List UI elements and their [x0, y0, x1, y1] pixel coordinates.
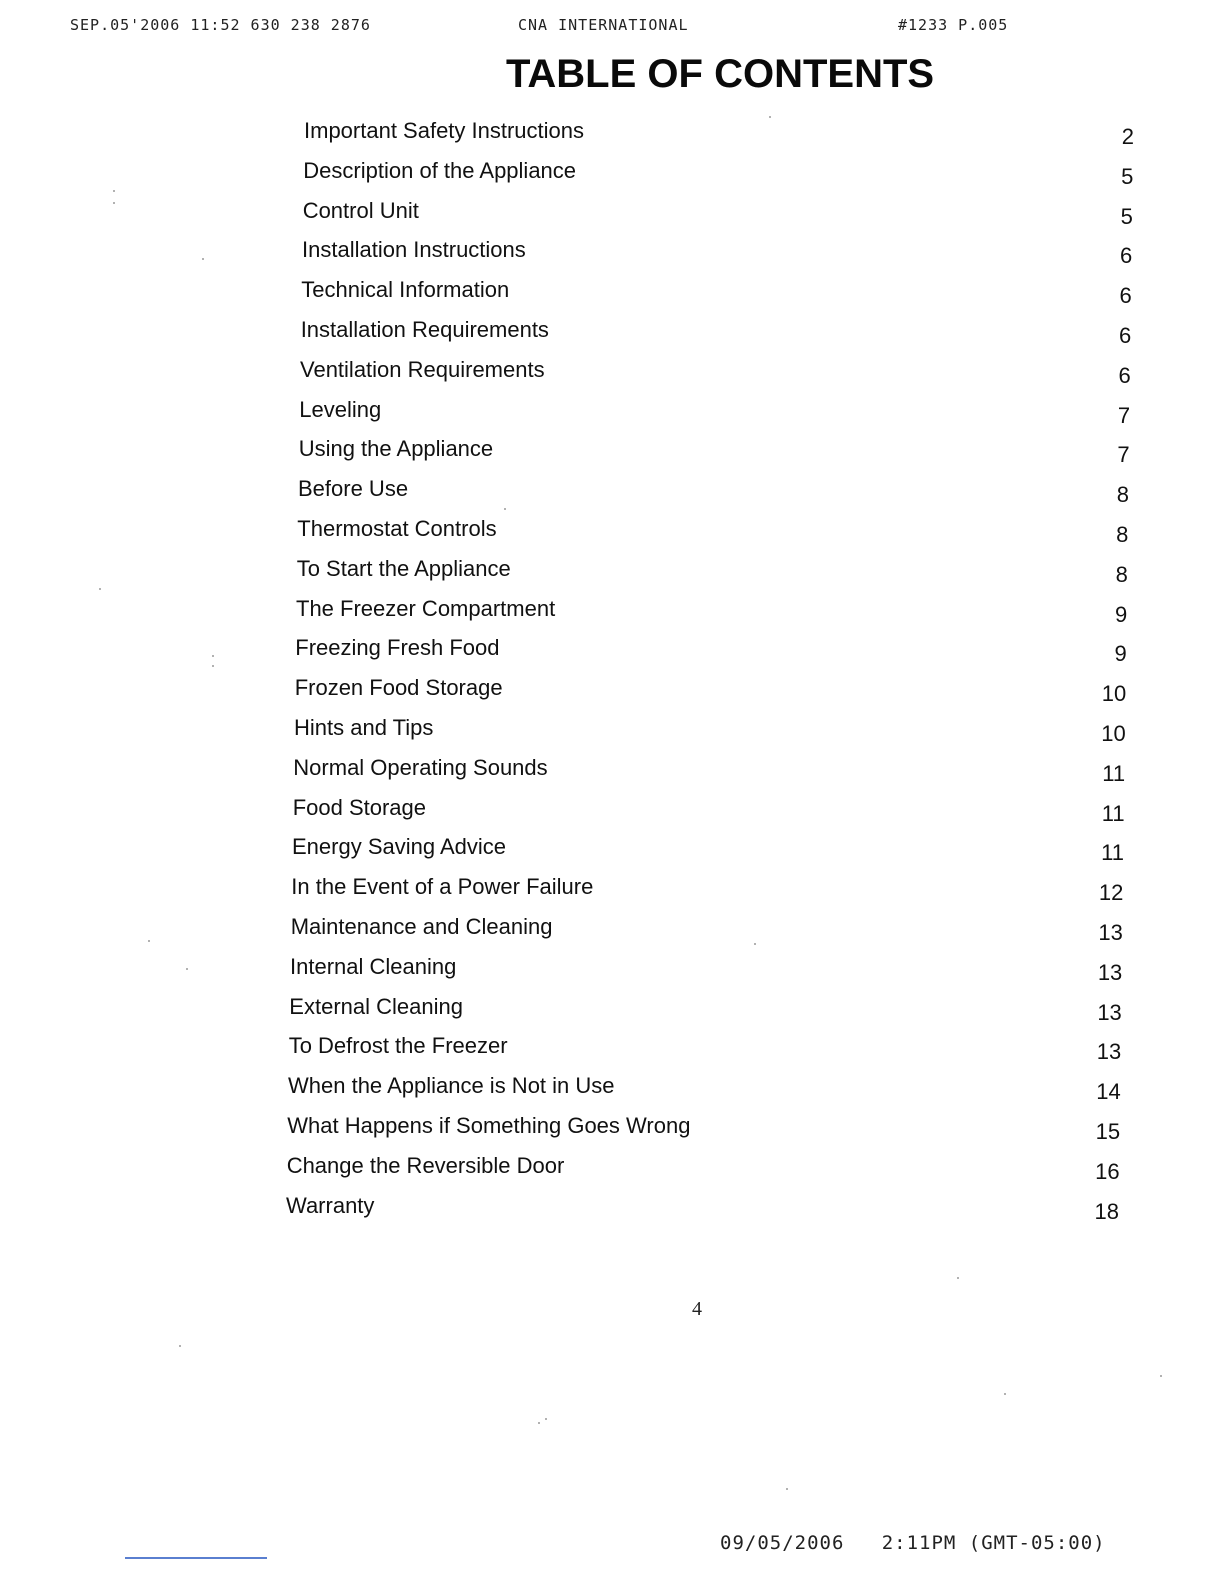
toc-entry — [0, 1147, 1224, 1187]
page-title: TABLE OF CONTENTS — [505, 52, 935, 96]
toc-entry-page: 11 — [1101, 800, 1125, 826]
fax-header-sender: SEP.05'2006 11:52 630 238 2876 — [70, 16, 371, 34]
scan-speck — [179, 1345, 181, 1347]
toc-entry-title: Warranty — [286, 1192, 375, 1218]
toc-entry-page: 18 — [1094, 1198, 1119, 1224]
scan-speck — [754, 943, 756, 945]
toc-entry-page: 12 — [1098, 880, 1124, 906]
toc-entry-title: Ventilation Requirements — [300, 356, 545, 382]
toc-entry-page: 6 — [1119, 283, 1132, 309]
toc-entry-title: What Happens if Something Goes Wrong — [287, 1112, 691, 1138]
toc-entry-title: Thermostat Controls — [297, 515, 497, 541]
scan-speck — [99, 588, 101, 590]
scan-speck — [538, 1422, 540, 1424]
toc-entry — [0, 590, 1224, 630]
toc-entry-title: Important Safety Instructions — [304, 118, 585, 143]
toc-entry — [0, 152, 1224, 192]
toc-entry-page: 13 — [1098, 919, 1123, 945]
toc-entry — [0, 391, 1224, 431]
scan-underline-mark — [125, 1557, 267, 1559]
toc-entry-title: Hints and Tips — [294, 714, 434, 740]
toc-entry — [0, 749, 1224, 789]
scan-speck — [212, 655, 214, 657]
toc-entry — [0, 351, 1224, 391]
scan-speck — [113, 190, 115, 192]
toc-entry-page: 15 — [1095, 1118, 1121, 1144]
toc-entry — [0, 629, 1224, 669]
toc-entry-page: 5 — [1121, 163, 1134, 189]
toc-entry-title: To Defrost the Freezer — [288, 1033, 508, 1059]
toc-entry-title: To Start the Appliance — [296, 555, 511, 581]
toc-entry — [0, 1027, 1224, 1067]
toc-entry-page: 7 — [1117, 442, 1130, 468]
toc-entry-title: In the Event of a Power Failure — [291, 874, 594, 900]
toc-entry-title: Maintenance and Cleaning — [290, 913, 553, 939]
page-number: 4 — [692, 1298, 702, 1320]
toc-entry-page: 13 — [1097, 959, 1123, 985]
fax-header-page-ref: #1233 P.005 — [898, 16, 1009, 34]
toc-entry — [0, 669, 1224, 709]
scan-speck — [769, 116, 771, 118]
toc-entry — [0, 430, 1224, 470]
toc-entry — [0, 1067, 1224, 1107]
toc-entry-title: Frozen Food Storage — [294, 675, 503, 701]
scan-speck — [202, 258, 204, 260]
toc-entry — [0, 192, 1224, 232]
toc-entry — [0, 231, 1224, 271]
toc-entry — [0, 789, 1224, 829]
toc-entry-page: 8 — [1115, 561, 1128, 587]
toc-entry-title: Installation Instructions — [302, 237, 526, 263]
scan-speck — [1160, 1375, 1162, 1377]
toc-entry-title: Technical Information — [301, 277, 510, 303]
scan-speck — [1004, 1393, 1006, 1395]
toc-entry-page: 6 — [1120, 243, 1133, 269]
toc-entry-title: Freezing Fresh Food — [295, 635, 500, 661]
toc-entry-title: Leveling — [299, 396, 382, 422]
toc-entry — [0, 868, 1224, 908]
toc-entry-page: 14 — [1096, 1079, 1121, 1105]
toc-entry — [0, 550, 1224, 590]
scan-speck — [186, 968, 188, 970]
toc-entry-title: Using the Appliance — [298, 436, 494, 462]
toc-entry-page: 13 — [1096, 1039, 1122, 1065]
toc-entry — [0, 709, 1224, 749]
toc-entry-page: 6 — [1118, 322, 1132, 348]
toc-entry-title: Energy Saving Advice — [292, 834, 507, 860]
toc-entry-title: Food Storage — [292, 794, 426, 820]
toc-entry — [0, 988, 1224, 1028]
toc-entry — [0, 1107, 1224, 1147]
toc-entry-title: Description of the Appliance — [303, 157, 577, 183]
toc-entry-page: 16 — [1095, 1158, 1120, 1184]
scan-speck — [113, 202, 115, 204]
toc-entry-title: When the Appliance is Not in Use — [288, 1073, 615, 1099]
table-of-contents — [0, 112, 1224, 1226]
toc-entry — [0, 828, 1224, 868]
toc-entry — [0, 908, 1224, 948]
toc-entry-page: 2 — [1121, 124, 1134, 149]
toc-entry — [0, 271, 1224, 311]
toc-entry — [0, 1187, 1224, 1227]
scan-speck — [212, 665, 214, 667]
toc-entry-title: Installation Requirements — [300, 316, 549, 342]
scan-speck — [504, 508, 506, 510]
toc-entry-page: 10 — [1101, 720, 1126, 746]
toc-entry-title: Before Use — [298, 476, 409, 502]
fax-header-company: CNA INTERNATIONAL — [518, 16, 689, 34]
toc-entry — [0, 948, 1224, 988]
toc-entry-page: 5 — [1120, 203, 1133, 229]
fax-header — [0, 16, 1224, 38]
toc-entry-page: 13 — [1097, 999, 1122, 1025]
toc-entry-title: Control Unit — [302, 197, 419, 223]
toc-entry — [0, 510, 1224, 550]
scan-speck — [148, 940, 150, 942]
toc-entry-page: 8 — [1116, 482, 1129, 508]
scan-speck — [545, 1418, 547, 1420]
toc-entry-title: Normal Operating Sounds — [293, 754, 548, 780]
toc-entry-page: 9 — [1115, 601, 1128, 627]
toc-entry — [0, 311, 1224, 351]
toc-entry — [0, 470, 1224, 510]
toc-entry-title: The Freezer Compartment — [296, 595, 556, 621]
toc-entry-page: 11 — [1101, 840, 1124, 866]
scan-speck — [786, 1488, 788, 1490]
toc-entry-page: 11 — [1102, 760, 1126, 786]
fax-footer-timestamp: 09/05/2006 2:11PM (GMT-05:00) — [720, 1532, 1106, 1554]
toc-entry-title: External Cleaning — [289, 993, 463, 1019]
toc-entry-page: 7 — [1117, 402, 1131, 428]
toc-entry-page: 9 — [1114, 641, 1127, 667]
toc-entry-title: Internal Cleaning — [290, 953, 457, 979]
scan-speck — [957, 1277, 959, 1279]
toc-entry-title: Change the Reversible Door — [286, 1152, 565, 1178]
toc-entry-page: 8 — [1116, 521, 1129, 547]
toc-entry — [0, 112, 1224, 152]
toc-entry-page: 6 — [1118, 362, 1131, 388]
toc-entry-page: 10 — [1101, 681, 1127, 707]
